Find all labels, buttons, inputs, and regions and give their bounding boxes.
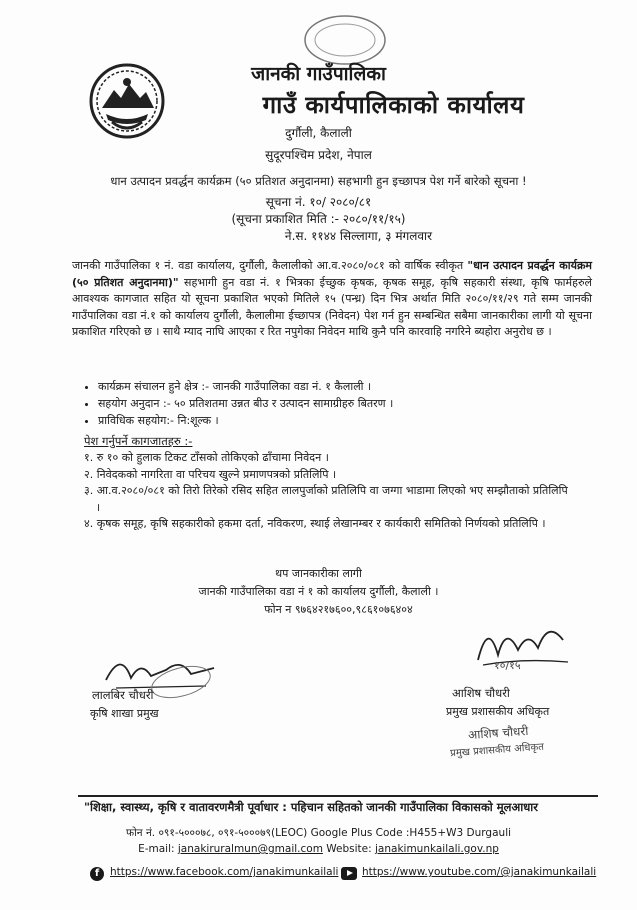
notice-published-date: (सूचना प्रकाशित मिति :- २०८०/११/१५)	[231, 212, 406, 226]
contact-phone: फोन न ९७६४२१७६००,९८६१०७६४०४	[264, 603, 413, 616]
body-text-start: जानकी गाउँपालिका १ नं. वडा कार्यालय, दुर्गौली, कैलालीको आ.व.२०८०/०८१ को वार्षिक स्वीकृत	[72, 259, 468, 272]
youtube-link[interactable]: https://www.youtube.com/@janakimunkailali	[362, 866, 597, 878]
list-item: १. रु १० को हुलाक टिकट टाँसको तोकिएको ढाँचामा निवेदन ।	[84, 451, 329, 464]
footer-phone: फोन नं. ०९१-५०००७८, ०९१-५०००७९(LEOC) Google Plus Code :H455+W3 Durgauli	[125, 827, 512, 839]
program-details-list	[80, 378, 578, 429]
motto-suffix: पहिचान सहितको जानकी गाउँपालिका विकासको मूलआधार	[290, 800, 538, 814]
notice-number: सूचना नं. १०/ २०८०/८१	[265, 195, 372, 209]
left-signatory-title: कृषि शाखा प्रमुख	[90, 707, 159, 720]
motto-prefix: "शिक्षा, स्वास्थ्य, कृषि र वातावरणमैत्री पूर्वाधार :	[84, 800, 291, 814]
right-signature-mark	[468, 610, 578, 680]
contact-heading: थप जानकारीका लागी	[275, 567, 362, 580]
stamp-name: आशिष चौधरी	[467, 723, 529, 743]
list-item: ४. कृषक समूह, कृषि सहकारीको हकमा दर्ता, नविकरण, स्थाई लेखानम्बर र कार्यकारी समितिको निर्णयको प्रतिलिपि ।	[84, 517, 546, 530]
website-label: Website:	[322, 843, 375, 855]
list-item: • कार्यक्रम संचालन हुने क्षेत्र :- जानकी गाउँपालिका वडा नं. १ कैलाली ।	[98, 378, 578, 395]
right-signatory-title: प्रमुख प्रशासकीय अधिकृत	[446, 705, 550, 718]
signature-date: १०/१५	[494, 659, 521, 672]
program-name-bold: "धान उत्पादन प्रवर्द्धन कार्यक्रम (५० प्रतिशत अनुदानमा)"	[72, 259, 592, 289]
address-line1: दुर्गौली, कैलाली	[285, 126, 352, 140]
footer-divider	[78, 795, 598, 797]
body-text-rest: सहभागी हुन वडा नं. १ भित्रका ईच्छुक कृषक, कृषक समूह, कृषि सहकारी संस्था, कृषि फार्महरुले आवश्यक कागजात सहित यो सूचना प्रकाशित भएको मितिले १५ (पन्ध्र) दिन भित्र अर्थात मिति २०८०/११/२९ गते सम्म जानकी गाउँपालिका वडा नं.१ को कार्यालय दुर्गौली, कैलालीमा ईच्छापत्र (निवेदन) पेश गर्न हुन सम्बन्धित सबैमा जानकारीका लागी यो सूचना प्रकाशित गरिएको छ । साथै म्याद नाघि आएका र रित नपुगेका निवेदन माथि कुनै पनि कारवाहि नगरिने ब्यहोरा अनुरोध छ ।	[72, 275, 592, 339]
website-link[interactable]: janakimunkailali.gov.np	[375, 843, 499, 855]
stamp-title: प्रमुख प्रशासकीय अधिकृत	[449, 741, 545, 760]
list-item: ३. आ.व.२०८०/०८१ को तिरो तिरेको रसिद सहित लालपुर्जाको प्रतिलिपि वा जग्गा भाडामा लिएको भए सम्झौताको प्रतिलिपि ।	[84, 484, 568, 514]
notice-subject: धान उत्पादन प्रवर्द्धन कार्यक्रम (५० प्रतिशत अनुदानमा) सहभागी हुन इच्छापत्र पेश गर्ने बारेको सूचना !	[110, 174, 527, 188]
email-label: E-mail:	[138, 843, 178, 855]
required-documents-heading: पेश गर्नुपर्ने कागजातहरु :-	[84, 434, 193, 448]
footer-email-website	[0, 843, 637, 855]
municipality-name: जानकी गाउँपालिका	[251, 63, 386, 85]
list-item: • सहयोग अनुदान :- ५० प्रतिशतमा उन्नत बीउ र उत्पादन सामाग्रीहरु बितरण ।	[98, 395, 578, 412]
facebook-link[interactable]: https://www.facebook.com/janakimunkailali	[110, 866, 339, 878]
notice-body-paragraph	[72, 258, 592, 341]
footer-motto	[84, 800, 604, 815]
address-line2: सुदूरपश्चिम प्रदेश, नेपाल	[265, 148, 372, 162]
facebook-icon[interactable]: f	[90, 867, 104, 881]
contact-office: जानकी गाउँपालिका वडा नं १ को कार्यालय दुर्गौली, कैलाली ।	[198, 585, 439, 598]
required-documents-list	[84, 450, 574, 533]
nepal-era-date: ने.स. ११४४ सिल्लागा, ३ मंगलवार	[284, 229, 433, 243]
email-link[interactable]: janakiruralmun@gmail.com	[177, 843, 323, 855]
list-item: • प्राविधिक सहयोग:- नि:शूल्क ।	[98, 412, 578, 429]
right-signatory-name: आशिष चौधरी	[452, 686, 510, 700]
list-item: २. निवेदकको नागरिता वा परिचय खुल्ने प्रमाणपत्रको प्रतिलिपि ।	[84, 467, 337, 481]
left-signatory-name: लालबिर चौधरी	[92, 688, 154, 702]
youtube-icon[interactable]	[341, 867, 357, 880]
office-title: गाउँ कार्यपालिकाको कार्यालय	[262, 91, 525, 119]
